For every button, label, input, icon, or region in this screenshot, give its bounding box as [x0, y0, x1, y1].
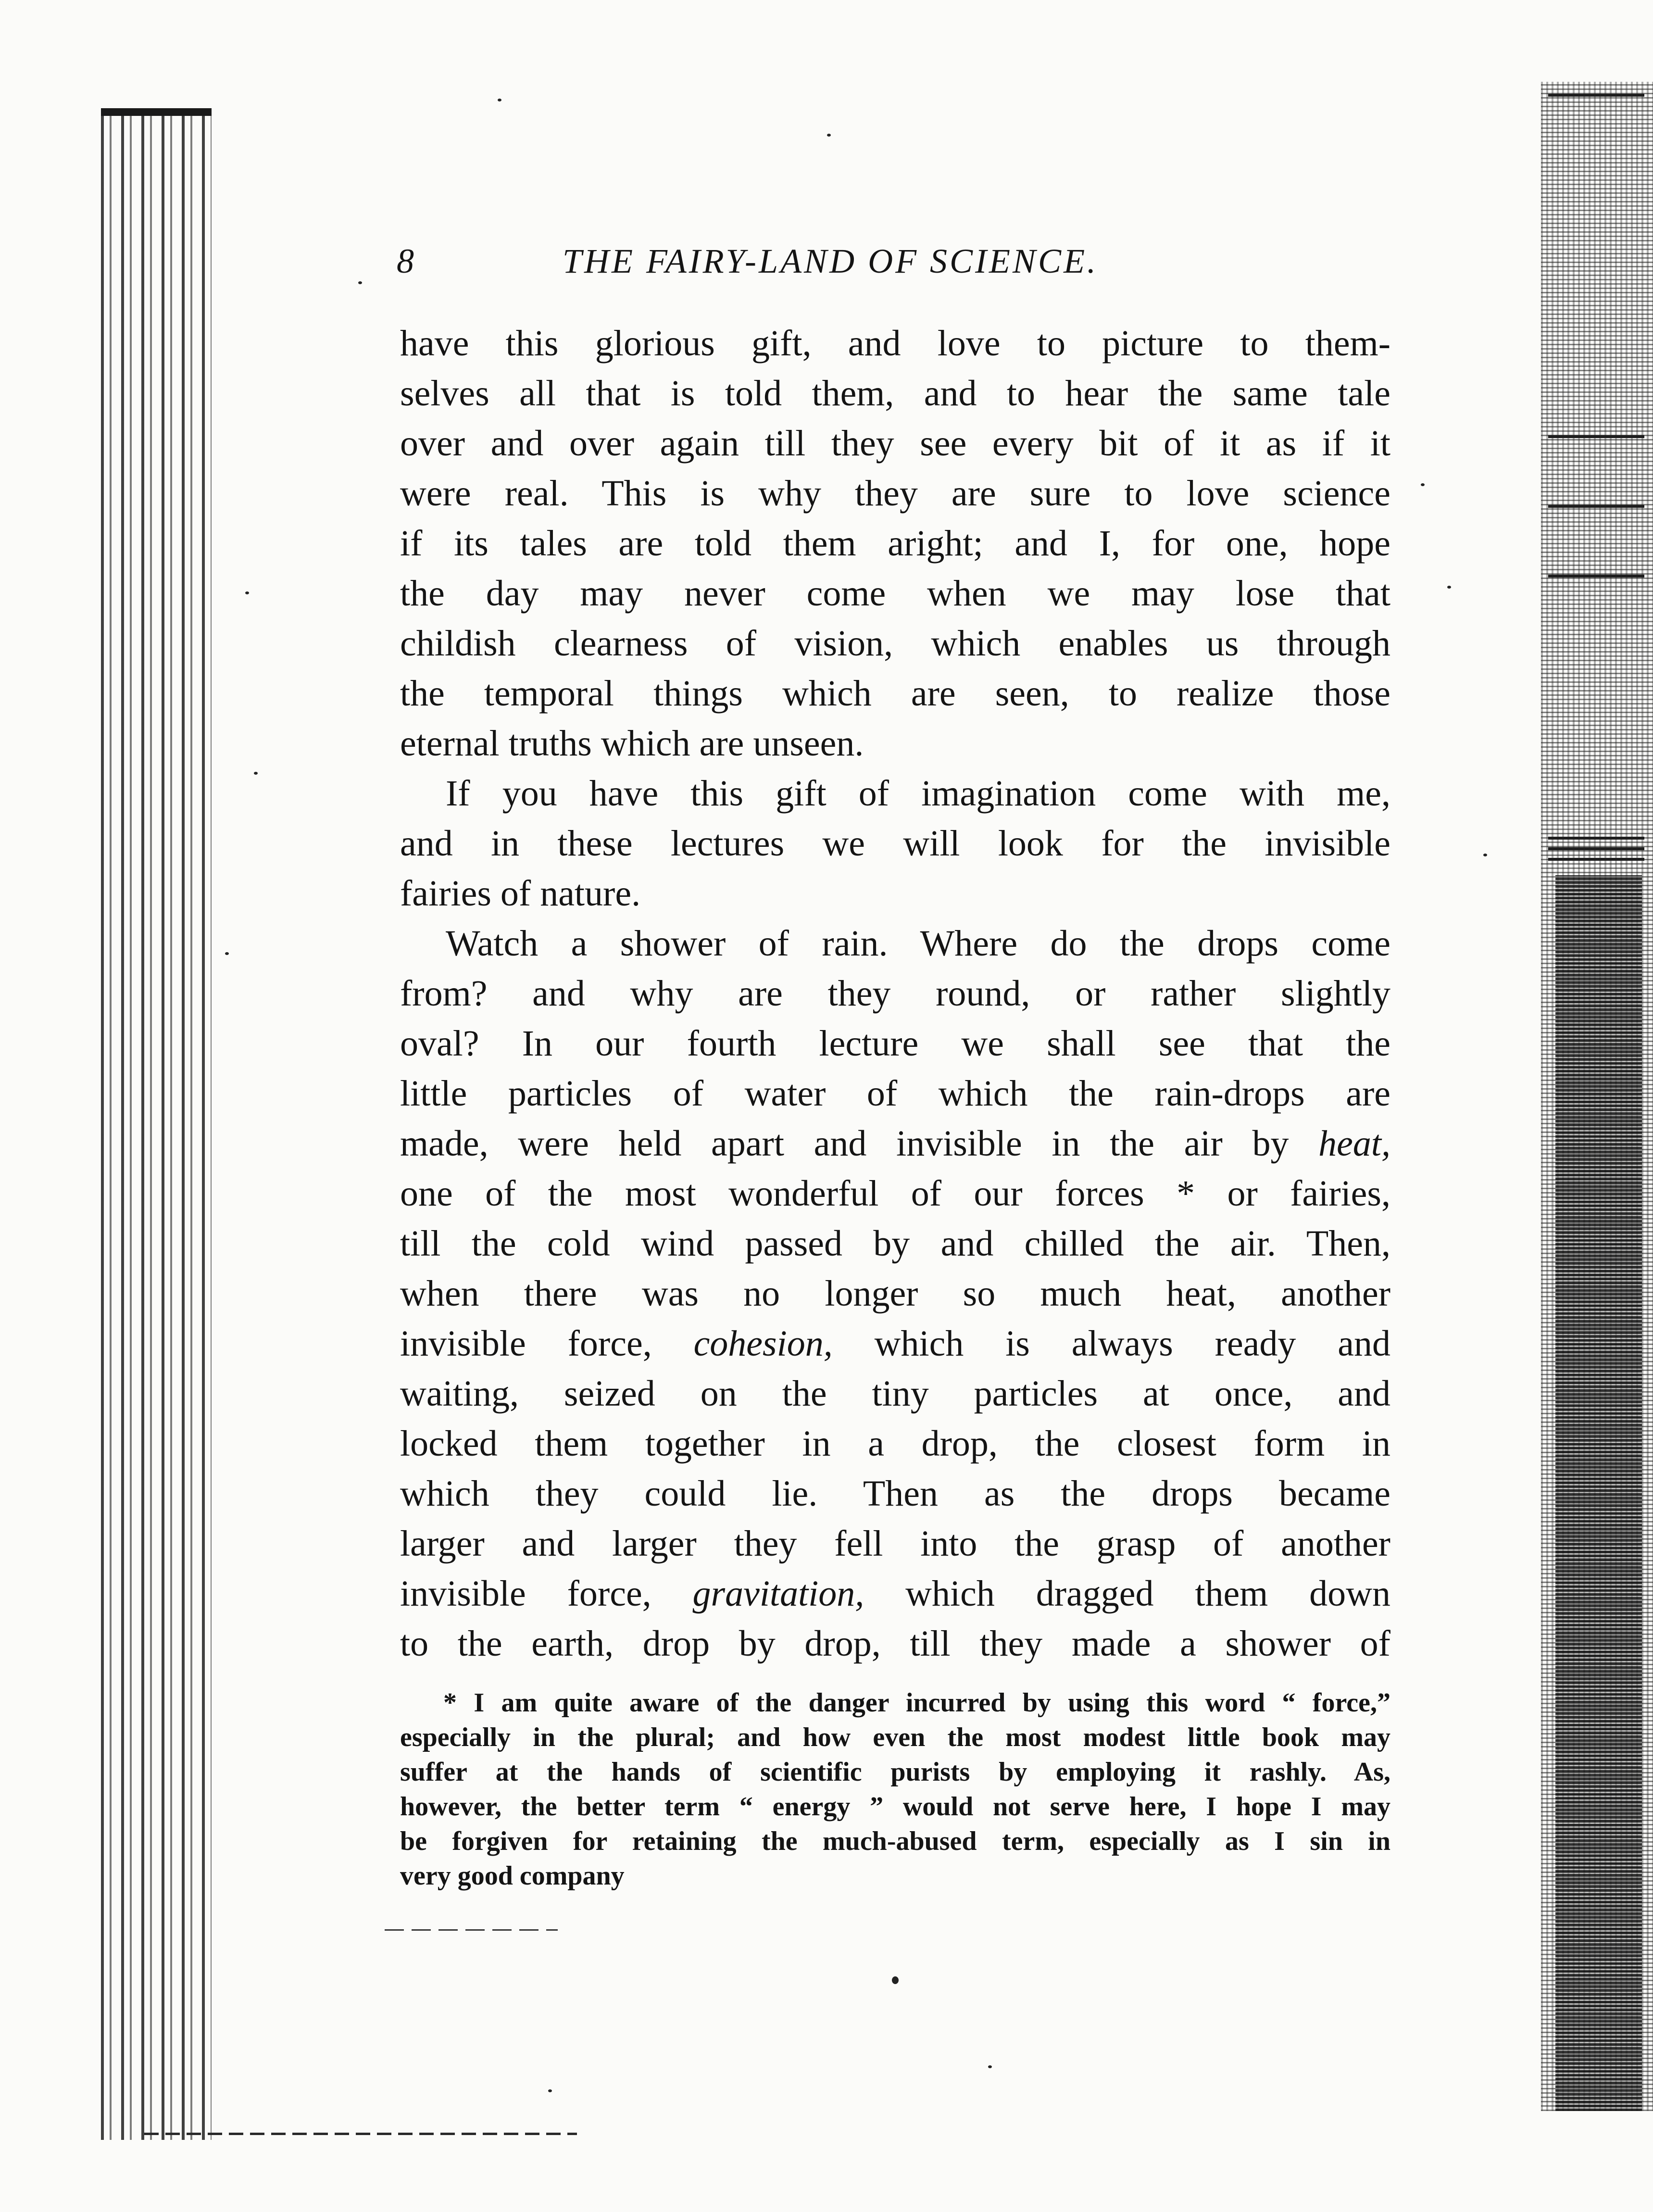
page-number: 8: [397, 242, 416, 280]
footnote: [400, 1685, 1390, 1893]
speck: [1483, 854, 1487, 856]
text-line: childish clearness of vision, which enables us through: [400, 623, 1390, 664]
footnote-line: suffer at the hands of scientific purists by employing it rashly. As,: [400, 1757, 1390, 1787]
right-edge-rule: [1548, 847, 1644, 850]
text-line: which they could lie. Then as the drops became: [400, 1473, 1390, 1514]
text-line: over and over again till they see every bit of it as if it: [400, 423, 1390, 464]
text-line: selves all that is told them, and to hear the same tale: [400, 373, 1390, 414]
speck: [548, 2089, 552, 2092]
speck: [988, 2065, 992, 2068]
text-segment: which is always ready and: [874, 1323, 1390, 1364]
text-segment: which dragged them down: [905, 1573, 1391, 1614]
footnote-line: especially in the plural; and how even the most modest little book may: [400, 1722, 1390, 1752]
running-title: THE FAIRY-LAND OF SCIENCE.: [563, 242, 1099, 280]
speck: [245, 591, 249, 594]
speck: [892, 1976, 899, 1984]
speck: [827, 134, 831, 137]
footnote-line: very good company: [400, 1861, 625, 1891]
text-line: the day may never come when we may lose that: [400, 573, 1390, 614]
speck: [1421, 483, 1425, 486]
text-line: eternal truths which are unseen.: [400, 723, 864, 764]
text-line: have this glorious gift, and love to picture to them-: [400, 323, 1390, 364]
running-header: [397, 239, 1402, 283]
speck: [498, 99, 501, 101]
speck: [358, 281, 362, 284]
right-edge-rule: [1548, 575, 1644, 578]
text-line: one of the most wonderful of our forces * or fairies,: [400, 1173, 1390, 1214]
text-line: waiting, seized on the tiny particles at once, and: [400, 1373, 1390, 1414]
text-line: to the earth, drop by drop, till they made a shower of: [400, 1623, 1390, 1664]
right-edge-rule: [1548, 858, 1644, 861]
speck: [225, 952, 229, 955]
right-edge-rule: [1548, 505, 1644, 508]
text-line: locked them together in a drop, the closest form in: [400, 1423, 1390, 1464]
left-binding-shadow: [101, 108, 212, 2140]
text-line: if its tales are told them aright; and I, for one, hope: [400, 523, 1390, 564]
italic-term: gravitation,: [692, 1573, 864, 1614]
text-segment: invisible force,: [400, 1323, 652, 1364]
text-segment: made, were held apart and invisible in the air by: [400, 1123, 1289, 1164]
text-line: Watch a shower of rain. Where do the drops come: [446, 923, 1390, 964]
left-binding-edge: [101, 108, 212, 116]
right-edge-rule: [1548, 94, 1644, 97]
text-line: [400, 1569, 1390, 1619]
text-line: [400, 1119, 1390, 1169]
speck: [1447, 586, 1451, 589]
right-edge-rule: [1548, 837, 1644, 840]
text-line: the temporal things which are seen, to realize those: [400, 673, 1390, 714]
right-page-edge-shadow: [1555, 875, 1642, 2111]
text-line: oval? In our fourth lecture we shall see that the: [400, 1023, 1390, 1064]
text-segment: invisible force,: [400, 1573, 651, 1614]
footnote-line: however, the better term “ energy ” would not serve here, I hope I may: [400, 1792, 1390, 1822]
right-edge-rule: [1548, 435, 1644, 438]
text-line: till the cold wind passed by and chilled the air. Then,: [400, 1223, 1390, 1264]
speck: [254, 772, 258, 775]
text-line: from? and why are they round, or rather slightly: [400, 973, 1390, 1014]
text-line: [400, 1319, 1390, 1369]
text-line: If you have this gift of imagination come with me,: [446, 773, 1390, 814]
text-line: little particles of water of which the rain-drops are: [400, 1073, 1390, 1114]
text-line: when there was no longer so much heat, another: [400, 1273, 1390, 1314]
italic-term: cohesion,: [693, 1323, 833, 1364]
text-line: were real. This is why they are sure to love science: [400, 473, 1390, 514]
text-line: fairies of nature.: [400, 873, 641, 914]
footnote-line: * I am quite aware of the danger incurred by using this word “ force,”: [443, 1688, 1390, 1718]
body-text: [400, 318, 1390, 1669]
left-bottom-edge: [144, 2133, 577, 2135]
footnote-line: be forgiven for retaining the much-abused term, especially as I sin in: [400, 1826, 1390, 1856]
italic-term: heat,: [1318, 1123, 1390, 1164]
text-line: and in these lectures we will look for the invisible: [400, 823, 1390, 864]
text-line: larger and larger they fell into the grasp of another: [400, 1523, 1390, 1564]
footnote-underline: [385, 1929, 558, 1931]
